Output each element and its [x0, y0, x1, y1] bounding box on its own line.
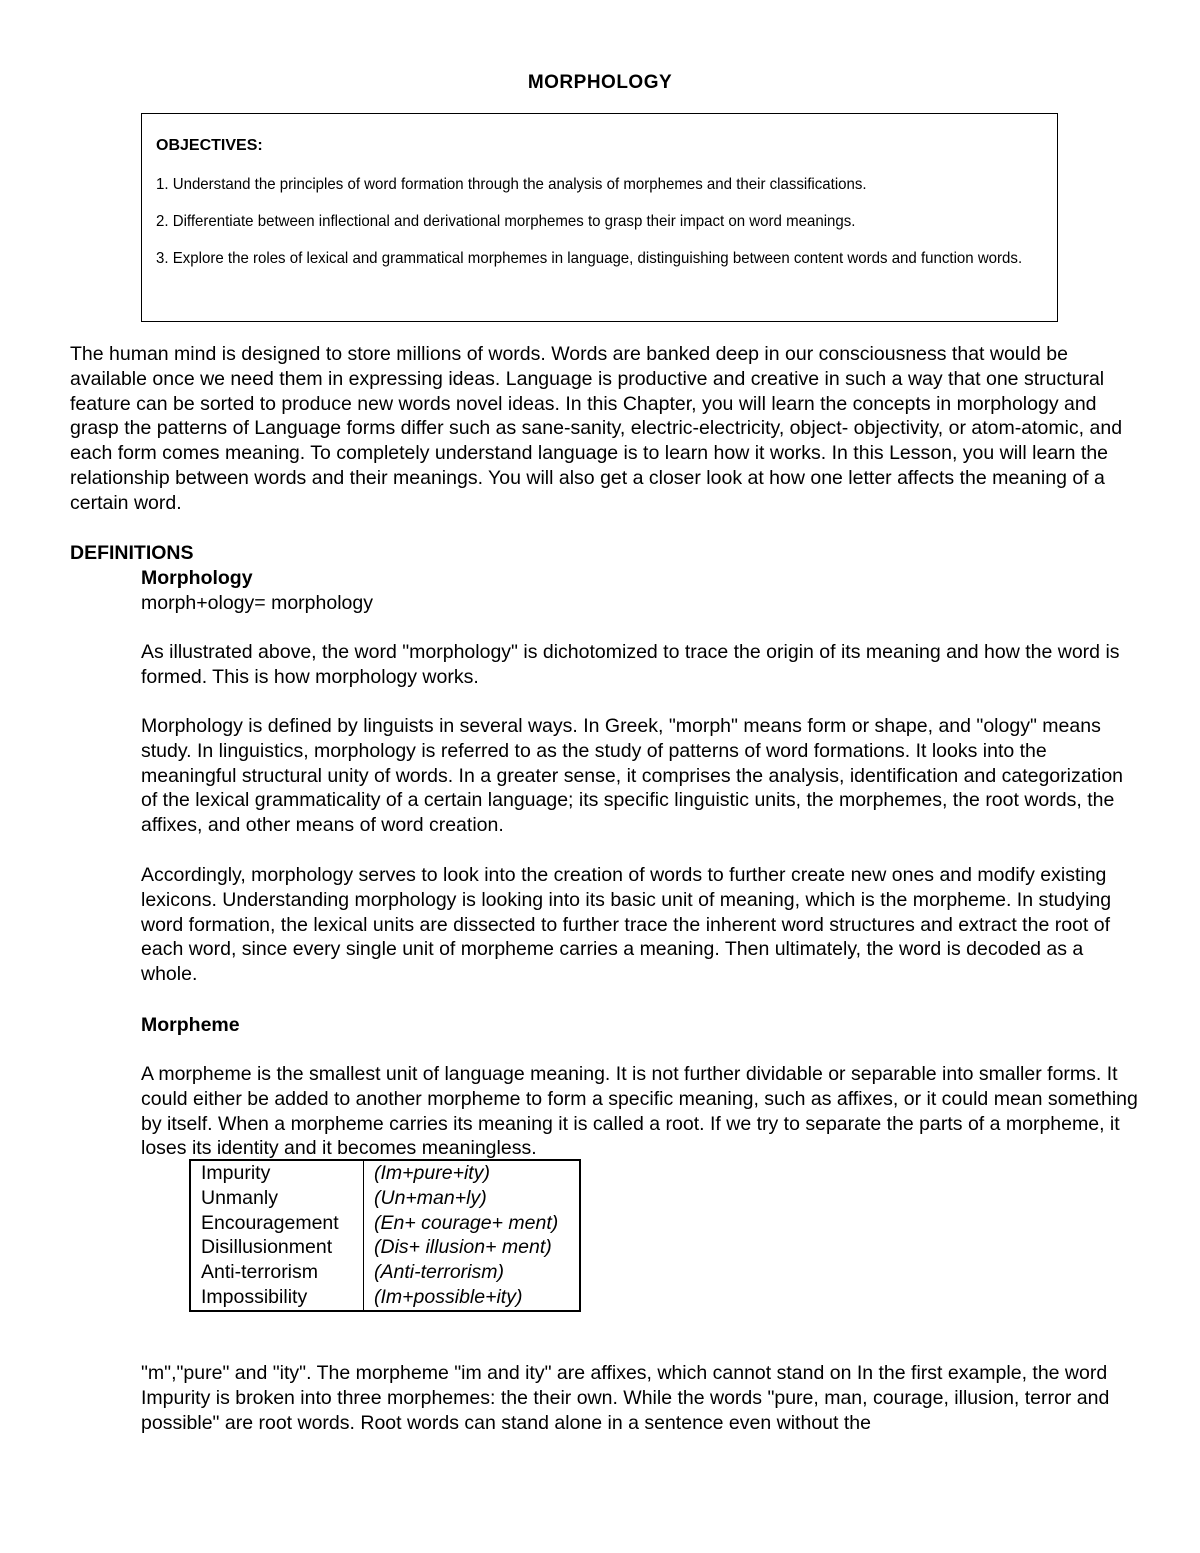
table-cell-word: Impossibility — [190, 1285, 364, 1311]
morphology-heading: Morphology — [141, 567, 253, 589]
table-cell-parts: (Anti-terrorism) — [374, 1261, 504, 1284]
table-row — [190, 1160, 580, 1186]
morphology-paragraph-2: Morphology is defined by linguists in several ways. In Greek, "morph" means form or shape, and "ology" means study. In linguistics, morphology is referred to as the study of patterns of word formations. It looks into the meaningful structural unity of words. In a greater sense, it comprises the analysis, identification and categorization of the lexical grammaticality of a certain language; its specific linguistic units, the morphemes, the root words, the affixes, and other means of word creation. — [141, 715, 1124, 837]
morpheme-heading: Morpheme — [141, 1014, 240, 1036]
table-row — [190, 1186, 580, 1211]
table-cell-word: Unmanly — [190, 1186, 364, 1211]
table-cell-parts: (En+ courage+ ment) — [374, 1211, 559, 1234]
morphology-paragraph-1: As illustrated above, the word "morphology" is dichotomized to trace the origin of its meaning and how the word is formed. This is how morphology works. — [141, 641, 1120, 688]
table-cell-parts: (Im+possible+ity) — [374, 1285, 523, 1308]
table-cell-word: Encouragement — [190, 1211, 364, 1236]
objectives-heading: OBJECTIVES: — [156, 137, 263, 154]
table-row — [190, 1211, 580, 1236]
table-cell-word: Impurity — [190, 1160, 364, 1186]
table-cell-word: Anti-terrorism — [190, 1260, 364, 1285]
objectives-box — [141, 113, 1058, 322]
table-cell-parts: (Im+pure+ity) — [374, 1162, 490, 1184]
objective-item: 3. Explore the roles of lexical and grammatical morphemes in language, distinguishing between content words and function words. — [156, 250, 1023, 267]
morphology-paragraph-3: Accordingly, morphology serves to look into the creation of words to further create new ones and modify existing lexicons. Understanding morphology is looking into its basic unit of meaning, which is the morpheme. In studying word formation, the lexical units are dissected to further trace the inherent word structures and extract the root of each word, since every single unit of morpheme carries a meaning. Then ultimately, the word is decoded as a whole. — [141, 864, 1112, 986]
definitions-heading: DEFINITIONS — [70, 542, 194, 564]
morpheme-paragraph-2: "m","pure" and "ity". The morpheme "im and ity" are affixes, which cannot stand on In the first example, the word Impurity is broken into three morphemes: the their own. While the words "pure, man, courage, illusion, terror and possible" are root words. Root words can stand alone in a sentence even without the — [141, 1362, 1110, 1434]
morpheme-table — [189, 1159, 581, 1312]
table-row — [190, 1235, 580, 1260]
table-cell-word: Disillusionment — [190, 1235, 364, 1260]
morpheme-paragraph-1: A morpheme is the smallest unit of language meaning. It is not further dividable or separable into smaller forms. It could either be added to another morpheme to form a specific meaning, such as affixes, or it could mean something by itself. When a morpheme carries its meaning it is called a root. If we try to separate the parts of a morpheme, it loses its identity and it becomes meaningless. — [141, 1063, 1138, 1160]
table-cell-parts: (Un+man+ly) — [374, 1186, 487, 1209]
table-row — [190, 1260, 580, 1285]
intro-paragraph: The human mind is designed to store millions of words. Words are banked deep in our consciousness that would be available once we need them in expressing ideas. Language is productive and creative in such a way that one structural feature can be sorted to produce new words novel ideas. In this Chapter, you will learn the concepts in morphology and grasp the patterns of Language forms differ such as sane-sanity, electric-electricity, object- objectivity, or atom-atomic, and each form comes meaning. To completely understand language is to learn how it works. In this Lesson, you will learn the relationship between words and their meanings. You will also get a closer look at how one letter affects the meaning of a certain word. — [70, 343, 1123, 514]
objective-item: 2. Differentiate between inflectional and derivational morphemes to grasp their impact on word meanings. — [156, 213, 856, 230]
morphology-formula: morph+ology= morphology — [141, 592, 373, 614]
table-cell-parts: (Dis+ illusion+ ment) — [374, 1236, 552, 1259]
page-title: MORPHOLOGY — [527, 72, 673, 93]
objective-item: 1. Understand the principles of word formation through the analysis of morphemes and their classifications. — [156, 176, 867, 193]
table-row — [190, 1285, 580, 1311]
